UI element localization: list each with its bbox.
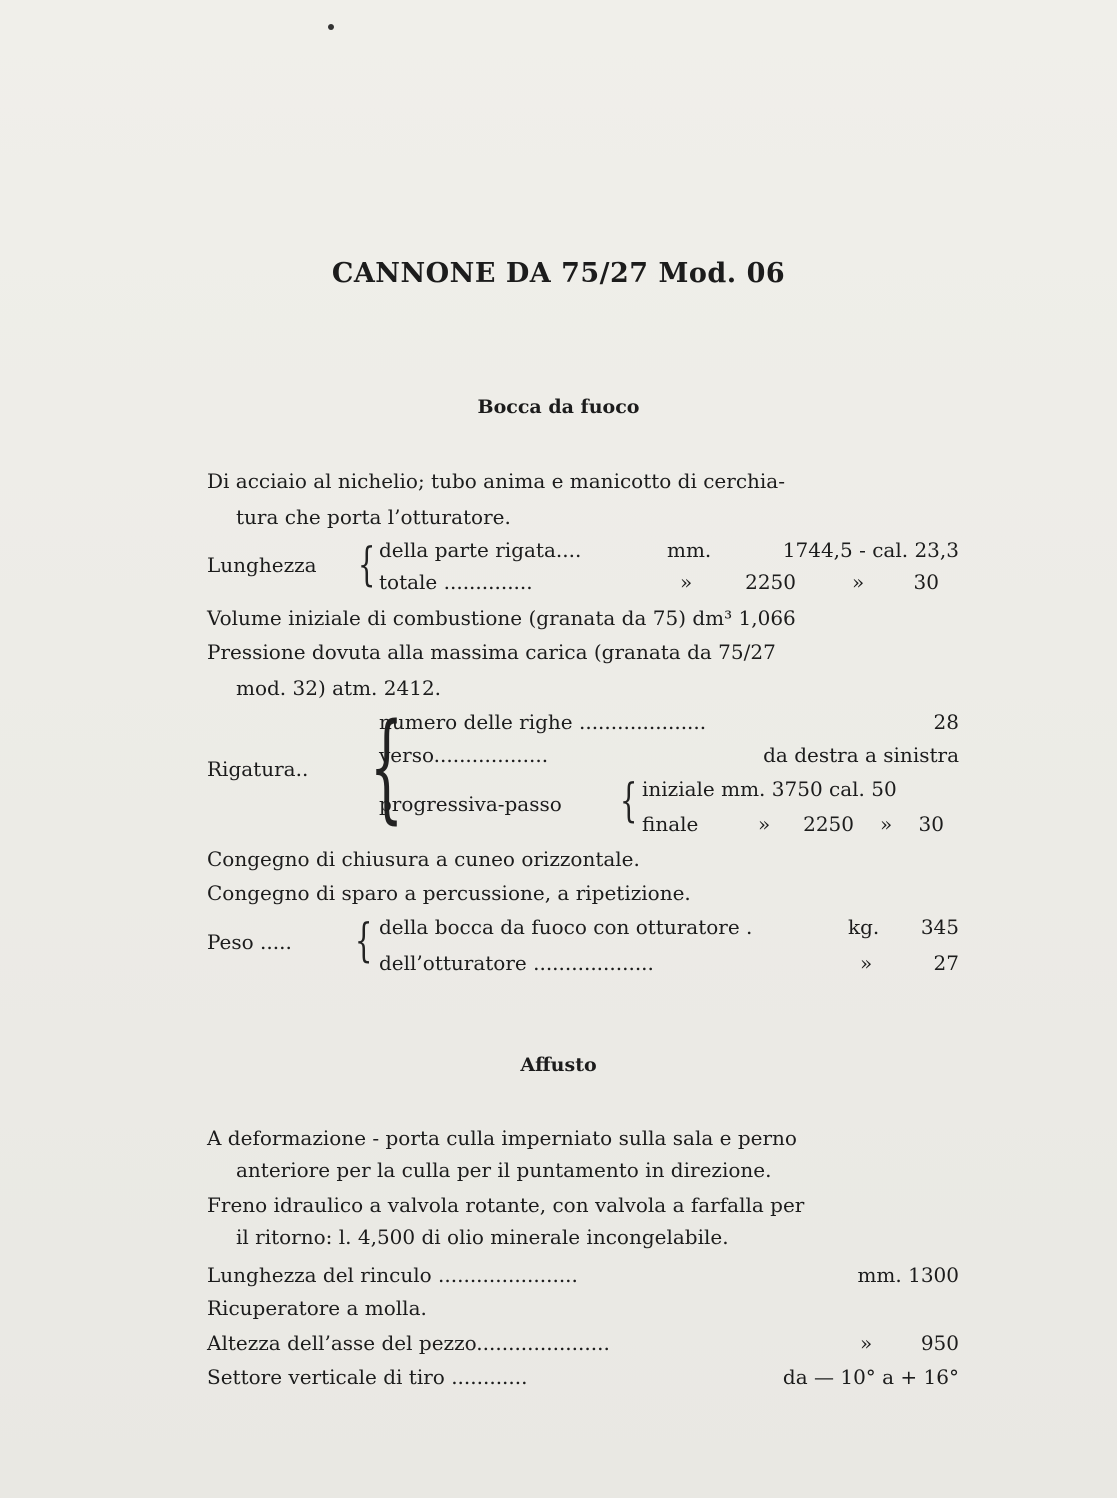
- altezza-value: 950: [920, 1331, 959, 1355]
- affusto-line-3: Freno idraulico a valvola rotante, con valvola a farfalla per: [207, 1193, 805, 1217]
- rigatura-finale-mm: 2250: [803, 812, 854, 836]
- ditto-mark: »: [680, 570, 693, 594]
- intro-line-2: tura che porta l’otturatore.: [236, 505, 511, 529]
- ditto-mark: »: [860, 951, 873, 975]
- rigatura-verso-value: da destra a sinistra: [763, 743, 959, 767]
- ditto-mark: »: [860, 1331, 873, 1355]
- ricuperatore-line: Ricuperatore a molla.: [207, 1296, 427, 1320]
- ink-speck: [328, 24, 334, 30]
- volume-line: [207, 604, 959, 632]
- brace-icon: {: [619, 773, 638, 827]
- brace-icon: {: [357, 537, 376, 591]
- rinculo-value: mm. 1300: [857, 1263, 959, 1287]
- peso-otturatore-value: 27: [933, 951, 959, 975]
- volume-text: Volume iniziale di combustione (granata da 75) dm³ 1,066: [207, 606, 796, 630]
- peso-bocca-value: 345: [920, 915, 959, 939]
- peso-bocca-unit: kg.: [848, 915, 880, 939]
- rinculo-label: Lunghezza del rinculo ......................: [207, 1263, 578, 1287]
- ditto-mark: »: [758, 812, 771, 836]
- rigatura-numero-label: numero delle righe ....................: [379, 710, 707, 734]
- affusto-line-2: anteriore per la culla per il puntamento in direzione.: [236, 1158, 772, 1182]
- lunghezza-totale-label: totale ..............: [379, 570, 533, 594]
- section-heading-bocca-da-fuoco: Bocca da fuoco: [477, 396, 640, 418]
- ditto-mark: »: [852, 570, 865, 594]
- congegno-chiusura: Congegno di chiusura a cuneo orizzontale.: [207, 847, 640, 871]
- page-title: CANNONE DA 75/27 Mod. 06: [331, 258, 786, 289]
- brace-icon: {: [354, 913, 373, 967]
- peso-label: Peso .....: [207, 930, 292, 954]
- intro-line-1: Di acciaio al nichelio; tubo anima e manicotto di cerchia-: [207, 469, 785, 493]
- rigatura-label: Rigatura..: [207, 757, 309, 781]
- pressione-line-1: Pressione dovuta alla massima carica (granata da 75/27: [207, 640, 776, 664]
- affusto-line-4: il ritorno: l. 4,500 di olio minerale incongelabile.: [236, 1225, 729, 1249]
- altezza-label: Altezza dell’asse del pezzo.....................: [207, 1331, 610, 1355]
- lunghezza-rigata-label: della parte rigata....: [379, 538, 582, 562]
- settore-label: Settore verticale di tiro ............: [207, 1365, 528, 1389]
- lunghezza-rigata-unit: mm.: [667, 538, 712, 562]
- brace-icon: {: [369, 697, 404, 835]
- lunghezza-totale-cal: 30: [913, 570, 939, 594]
- peso-bocca-label: della bocca da fuoco con otturatore .: [379, 915, 753, 939]
- peso-otturatore-label: dell’otturatore ...................: [379, 951, 654, 975]
- rigatura-finale-label: finale: [642, 812, 699, 836]
- lunghezza-label: Lunghezza: [207, 553, 317, 577]
- rigatura-progressiva-label: progressiva-passo: [379, 792, 562, 816]
- ditto-mark: »: [880, 812, 893, 836]
- rigatura-verso-label: verso..................: [379, 743, 549, 767]
- congegno-sparo: Congegno di sparo a percussione, a ripetizione.: [207, 881, 691, 905]
- lunghezza-totale-mm: 2250: [745, 570, 796, 594]
- rigatura-iniziale: iniziale mm. 3750 cal. 50: [642, 777, 897, 801]
- rigatura-finale-cal: 30: [918, 812, 944, 836]
- pressione-line-2: mod. 32) atm. 2412.: [236, 676, 442, 700]
- lunghezza-rigata-value: 1744,5 - cal. 23,3: [782, 538, 959, 562]
- settore-value: da — 10° a + 16°: [782, 1365, 959, 1389]
- affusto-line-1: A deformazione - porta culla imperniato sulla sala e perno: [207, 1126, 797, 1150]
- section-heading-affusto: Affusto: [520, 1054, 597, 1076]
- rigatura-numero-value: 28: [933, 710, 959, 734]
